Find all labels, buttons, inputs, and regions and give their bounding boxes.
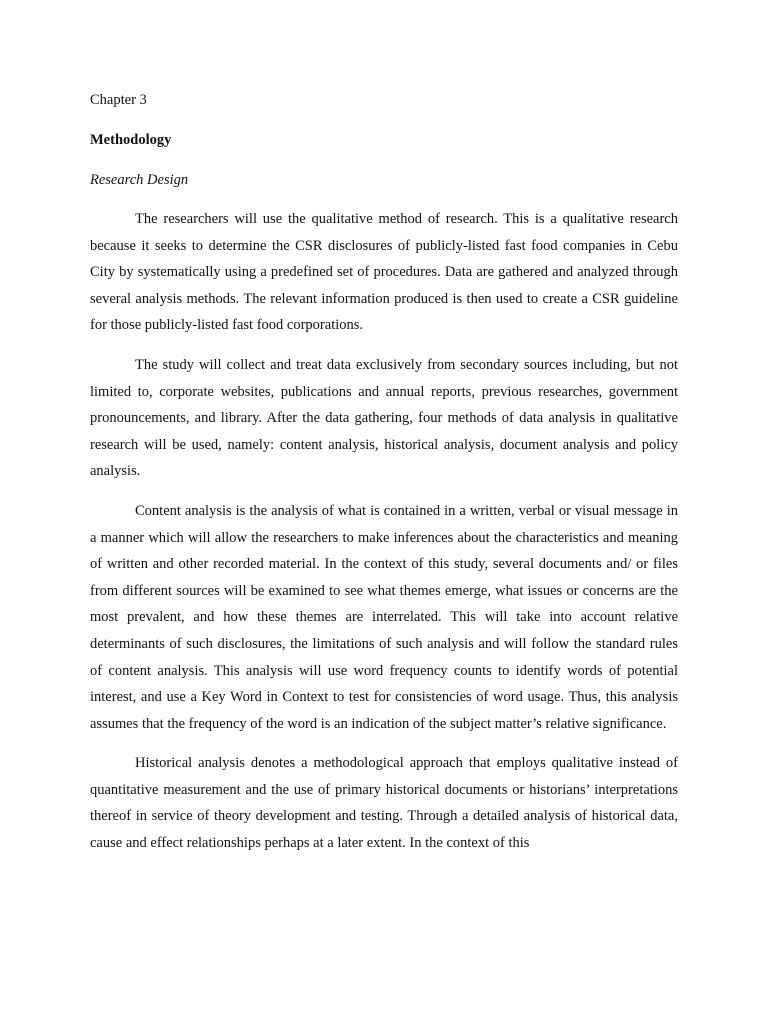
- paragraph-content-analysis: Content analysis is the analysis of what is contained in a written, verbal or visual message in a manner which will allow the researchers to make inferences about the characteristics and meaning of written and other recorded material. In the context of this study, several documents and/ or files from different sources will be examined to see what themes emerge, what issues or concerns are the most prevalent, and how these themes are interrelated. This will take into account relative determinants of such disclosures, the limitations of such analysis and will follow the standard rules of content analysis. This analysis will use word frequency counts to identify words of potential interest, and use a Key Word in Context to test for consistencies of word usage. Thus, this analysis assumes that the frequency of the word is an indication of the subject matter’s relative significance.: [90, 502, 678, 732]
- document-page: [90, 90, 678, 870]
- section-heading: Methodology: [90, 132, 172, 148]
- paragraph-data-sources: The study will collect and treat data exclusively from secondary sources including, but not limited to, corporate websites, publications and annual reports, previous researches, government pronouncements, and library. After the data gathering, four methods of data analysis in qualitative research will be used, namely: content analysis, historical analysis, document analysis and policy analysis.: [90, 356, 678, 480]
- paragraph-research-design: The researchers will use the qualitative method of research. This is a qualitative research because it seeks to determine the CSR disclosures of publicly-listed fast food companies in Cebu City by systematically using a predefined set of procedures. Data are gathered and analyzed through several analysis methods. The relevant information produced is then used to create a CSR guideline for those publicly-listed fast food corporations.: [90, 211, 678, 334]
- paragraph-historical-analysis: Historical analysis denotes a methodological approach that employs qualitative instead of quantitative measurement and the use of primary historical documents or historians’ interpretations thereof in service of theory development and testing. Through a detailed analysis of historical data, cause and effect relationships perhaps at a later extent. In the context of this: [90, 755, 678, 852]
- chapter-label: Chapter 3: [90, 92, 147, 108]
- subsection-heading: Research Design: [90, 172, 189, 188]
